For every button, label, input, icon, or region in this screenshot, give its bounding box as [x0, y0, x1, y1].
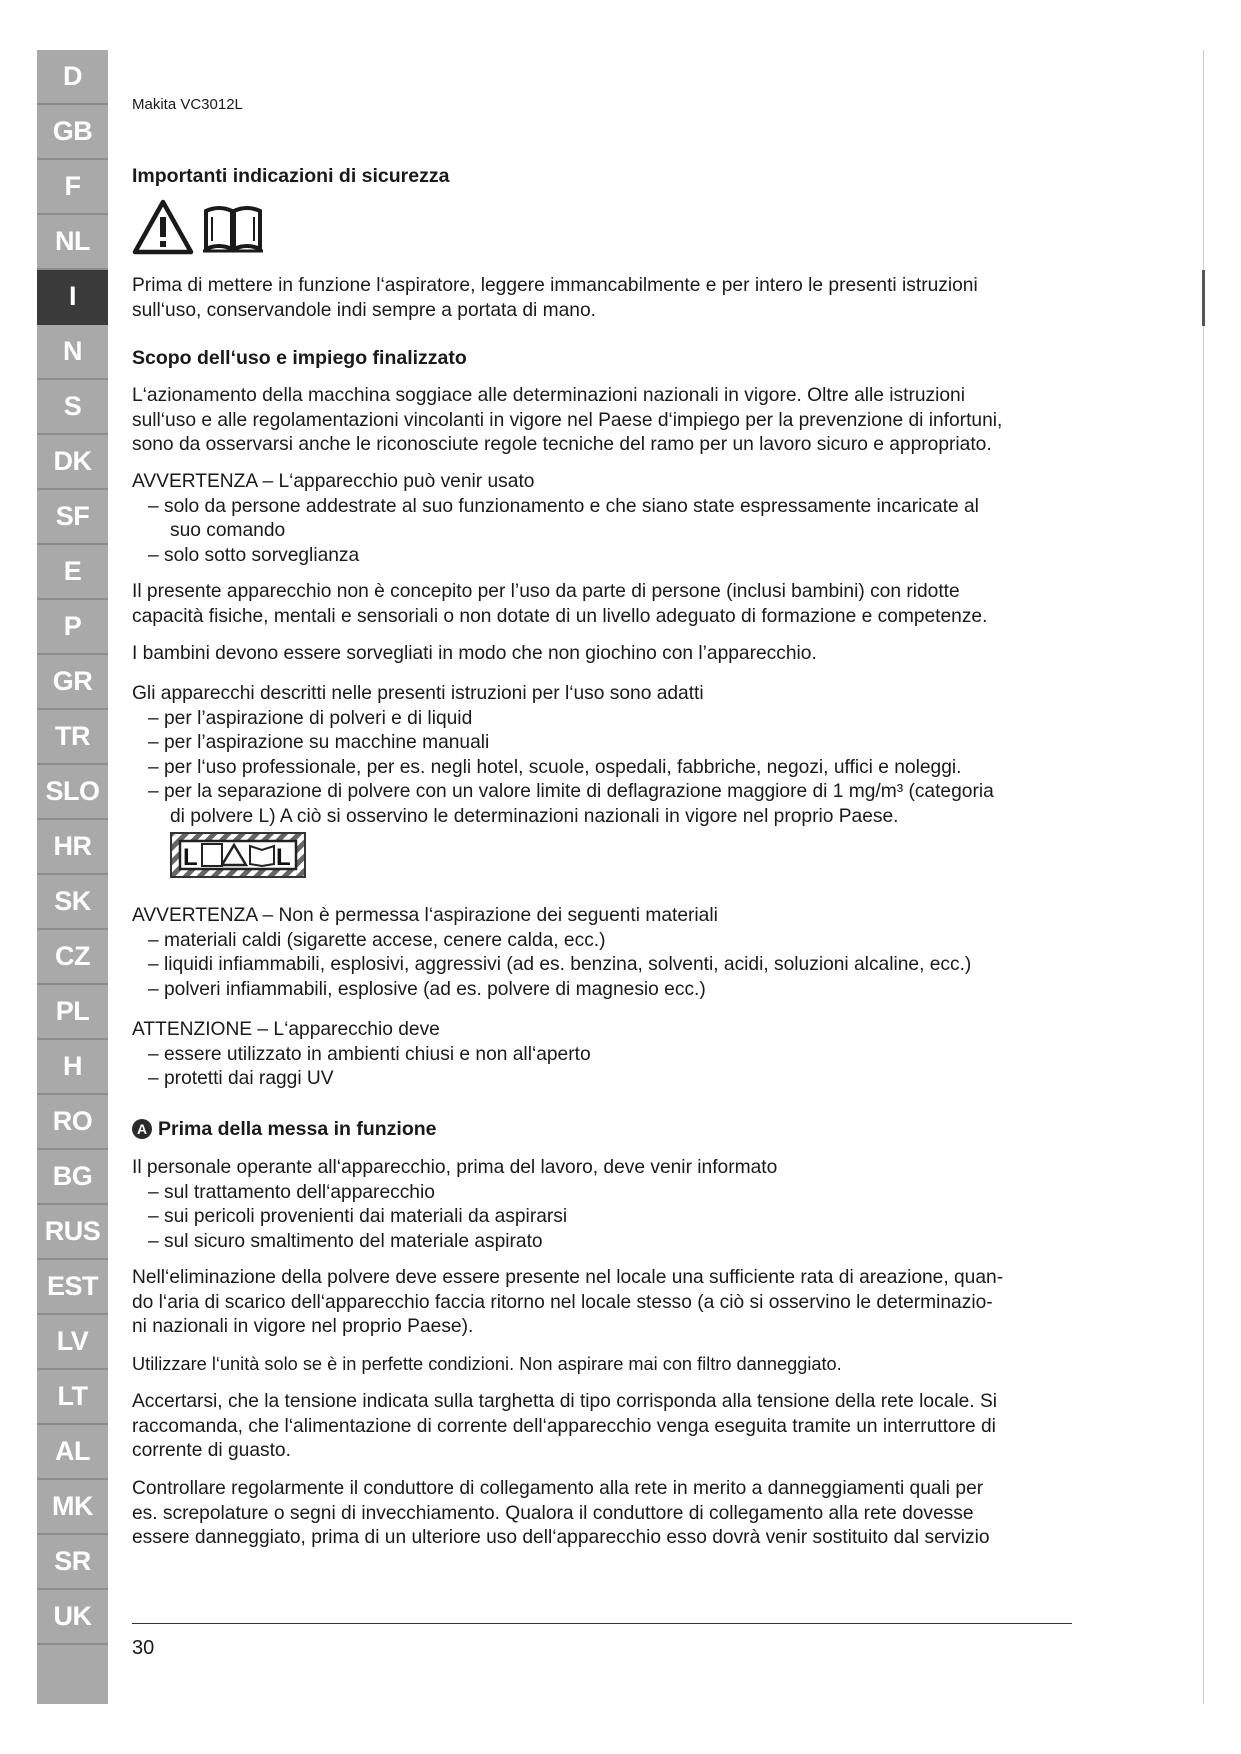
- attention-block: [132, 1018, 1080, 1092]
- warning-heading: AVVERTENZA – Non è permessa l‘aspirazione dei seguenti materiali: [132, 905, 718, 926]
- text-line: raccomanda, che l‘alimentazione di corrente dell‘apparecchio venga eseguita tramite un interruttore di: [132, 1415, 996, 1437]
- safety-icons: [132, 199, 264, 255]
- lang-tab-lt: LT: [37, 1370, 108, 1425]
- text-line: sull‘uso e alle regolamentazioni vincolanti in vigore nel Paese d‘impiego per la prevenzione di infortuni,: [132, 409, 1003, 431]
- list-item: – per l’aspirazione su macchine manuali: [148, 732, 490, 754]
- text-line: Utilizzare l‘unità solo se è in perfette condizioni. Non aspirare mai con filtro danneggiato.: [132, 1354, 842, 1374]
- lang-tab-rus: RUS: [37, 1205, 108, 1260]
- text-line: corrente di guasto.: [132, 1440, 291, 1462]
- text-line: I bambini devono essere sorvegliati in modo che non giochino con l’apparecchio.: [132, 643, 817, 664]
- lang-tab-cz: CZ: [37, 930, 108, 985]
- voltage-paragraph: [132, 1390, 1080, 1464]
- before-use-title-text: Prima della messa in funzione: [158, 1118, 437, 1140]
- list-item: – sul sicuro smaltimento del materiale aspirato: [148, 1230, 543, 1252]
- list-item-continuation: di polvere L) A ciò si osservino le determinazioni nazionali in vigore nel proprio Paese.: [170, 805, 899, 827]
- dust-class-letter: L: [183, 844, 198, 871]
- list-item: – essere utilizzato in ambienti chiusi e non all‘aperto: [148, 1043, 591, 1065]
- list-item: – sui pericoli provenienti dai materiali da aspirarsi: [148, 1206, 568, 1228]
- lang-tab-al: AL: [37, 1425, 108, 1480]
- text-line: sono da osservarsi anche le riconosciute regole tecniche del ramo per un lavoro sicuro e appropriato.: [132, 434, 992, 456]
- text-line: do l‘aria di scarico dell‘apparecchio faccia ritorno nel locale stesso (a ciò si osservino le determinazio-: [132, 1291, 993, 1313]
- lang-tab-gr: GR: [37, 655, 108, 710]
- warning-triangle-icon: [132, 199, 194, 255]
- ventilation-paragraph: [132, 1266, 1080, 1340]
- cable-paragraph: [132, 1477, 1080, 1551]
- lang-tab-f: F: [37, 160, 108, 215]
- lang-tab-h: H: [37, 1040, 108, 1095]
- purpose-paragraph: [132, 384, 1080, 458]
- warning-heading: AVVERTENZA – L‘apparecchio può venir usato: [132, 471, 535, 492]
- list-item: – liquidi infiammabili, esplosivi, aggressivi (ad es. benzina, solventi, acidi, soluzioni alcaline, ecc.): [148, 954, 972, 976]
- lang-tab-hr: HR: [37, 820, 108, 875]
- page-number: 30: [132, 1637, 155, 1659]
- filter-paragraph: [132, 1352, 1080, 1377]
- list-item: – sul trattamento dell‘apparecchio: [148, 1181, 435, 1203]
- figure-a-badge-icon: A: [132, 1119, 152, 1139]
- safety-title: Importanti indicazioni di sicurezza: [132, 165, 450, 187]
- staff-block: [132, 1156, 1080, 1254]
- lang-tab-mk: MK: [37, 1480, 108, 1535]
- before-use-title: [132, 1118, 437, 1141]
- lang-tab-sf: SF: [37, 490, 108, 545]
- intro-line: Prima di mettere in funzione l‘aspiratore, leggere immancabilmente e per intero le presenti istruzioni: [132, 275, 978, 296]
- list-item: – per l‘uso professionale, per es. negli hotel, scuole, ospedali, fabbriche, negozi, uffici e noleggi.: [148, 756, 962, 778]
- lang-tab-bg: BG: [37, 1150, 108, 1205]
- children-paragraph: [132, 642, 1080, 667]
- text-line: es. screpolature o segni di invecchiamento. Qualora il conduttore di collegamento alla rete dovesse: [132, 1502, 974, 1524]
- list-item: – protetti dai raggi UV: [148, 1068, 334, 1090]
- warning-materials-block: [132, 904, 1080, 1002]
- language-tab-strip: [37, 50, 108, 1704]
- list-item: – per l’aspirazione di polveri e di liquid: [148, 707, 473, 729]
- text-line: Il presente apparecchio non è concepito per l’uso da parte di persone (inclusi bambini) con ridotte: [132, 581, 960, 602]
- text-line: Controllare regolarmente il conduttore di collegamento alla rete in merito a danneggiamenti quali per: [132, 1478, 984, 1499]
- lang-tab-ro: RO: [37, 1095, 108, 1150]
- lang-tab-p: P: [37, 600, 108, 655]
- right-edge-marker: [1202, 270, 1205, 326]
- text-line: Nell‘eliminazione della polvere deve essere presente nel locale una sufficiente rata di areazione, quan-: [132, 1267, 1004, 1288]
- text-line: Accertarsi, che la tensione indicata sulla targhetta di tipo corrisponda alla tensione della rete locale. Si: [132, 1391, 998, 1412]
- lang-tab-n: N: [37, 325, 108, 380]
- lang-tab-sr: SR: [37, 1535, 108, 1590]
- suited-heading: Gli apparecchi descritti nelle presenti istruzioni per l‘uso sono adatti: [132, 683, 704, 704]
- text-line: essere danneggiato, prima di un ulteriore uso dell‘apparecchio esso dovrà venir sostituito dal servizio: [132, 1527, 990, 1549]
- list-item: – solo da persone addestrate al suo funzionamento e che siano state espressamente incaricate al: [148, 495, 979, 517]
- dust-class-letter: L: [276, 844, 291, 871]
- staff-heading: Il personale operante all‘apparecchio, prima del lavoro, deve venir informato: [132, 1157, 778, 1178]
- lang-tab-gb: GB: [37, 105, 108, 160]
- lang-tab-s: S: [37, 380, 108, 435]
- purpose-title: Scopo dell‘uso e impiego finalizzato: [132, 347, 467, 369]
- list-item: – materiali caldi (sigarette accese, cenere calda, ecc.): [148, 929, 606, 951]
- read-manual-book-icon: [202, 203, 264, 255]
- warning-use-block: [132, 470, 1080, 568]
- footer-rule: [132, 1623, 1072, 1624]
- list-item-continuation: suo comando: [170, 520, 286, 542]
- text-line: ni nazionali in vigore nel proprio Paese).: [132, 1316, 474, 1338]
- list-item: – solo sotto sorveglianza: [148, 544, 360, 566]
- lang-tab-slo: SLO: [37, 765, 108, 820]
- list-item: – polveri infiammabili, esplosive (ad es. polvere di magnesio ecc.): [148, 978, 706, 1000]
- dust-class-l-label: [170, 832, 306, 878]
- lang-tab-est: EST: [37, 1260, 108, 1315]
- lang-tab-lv: LV: [37, 1315, 108, 1370]
- persons-paragraph: [132, 580, 1080, 629]
- lang-tab-nl: NL: [37, 215, 108, 270]
- text-line: L‘azionamento della macchina soggiace alle determinazioni nazionali in vigore. Oltre alle istruzioni: [132, 385, 965, 406]
- lang-tab-d: D: [37, 50, 108, 105]
- lang-tab-e: E: [37, 545, 108, 600]
- lang-tab-tr: TR: [37, 710, 108, 765]
- lang-tab-i: I: [37, 270, 108, 325]
- suited-block: [132, 682, 1080, 830]
- model-header: Makita VC3012L: [132, 96, 243, 113]
- list-item: – per la separazione di polvere con un valore limite di deflagrazione maggiore di 1 mg/m³ (categoria: [148, 781, 994, 803]
- intro-paragraph: [132, 274, 1080, 323]
- lang-tab-sk: SK: [37, 875, 108, 930]
- intro-line: sull‘uso, conservandole indi sempre a portata di mano.: [132, 299, 596, 321]
- attention-heading: ATTENZIONE – L‘apparecchio deve: [132, 1019, 440, 1040]
- lang-tab-pl: PL: [37, 985, 108, 1040]
- text-line: capacità fisiche, mentali e sensoriali o non dotate di un livello adeguato di formazione e competenze.: [132, 605, 988, 627]
- lang-tab-uk: UK: [37, 1590, 108, 1645]
- lang-tab-dk: DK: [37, 435, 108, 490]
